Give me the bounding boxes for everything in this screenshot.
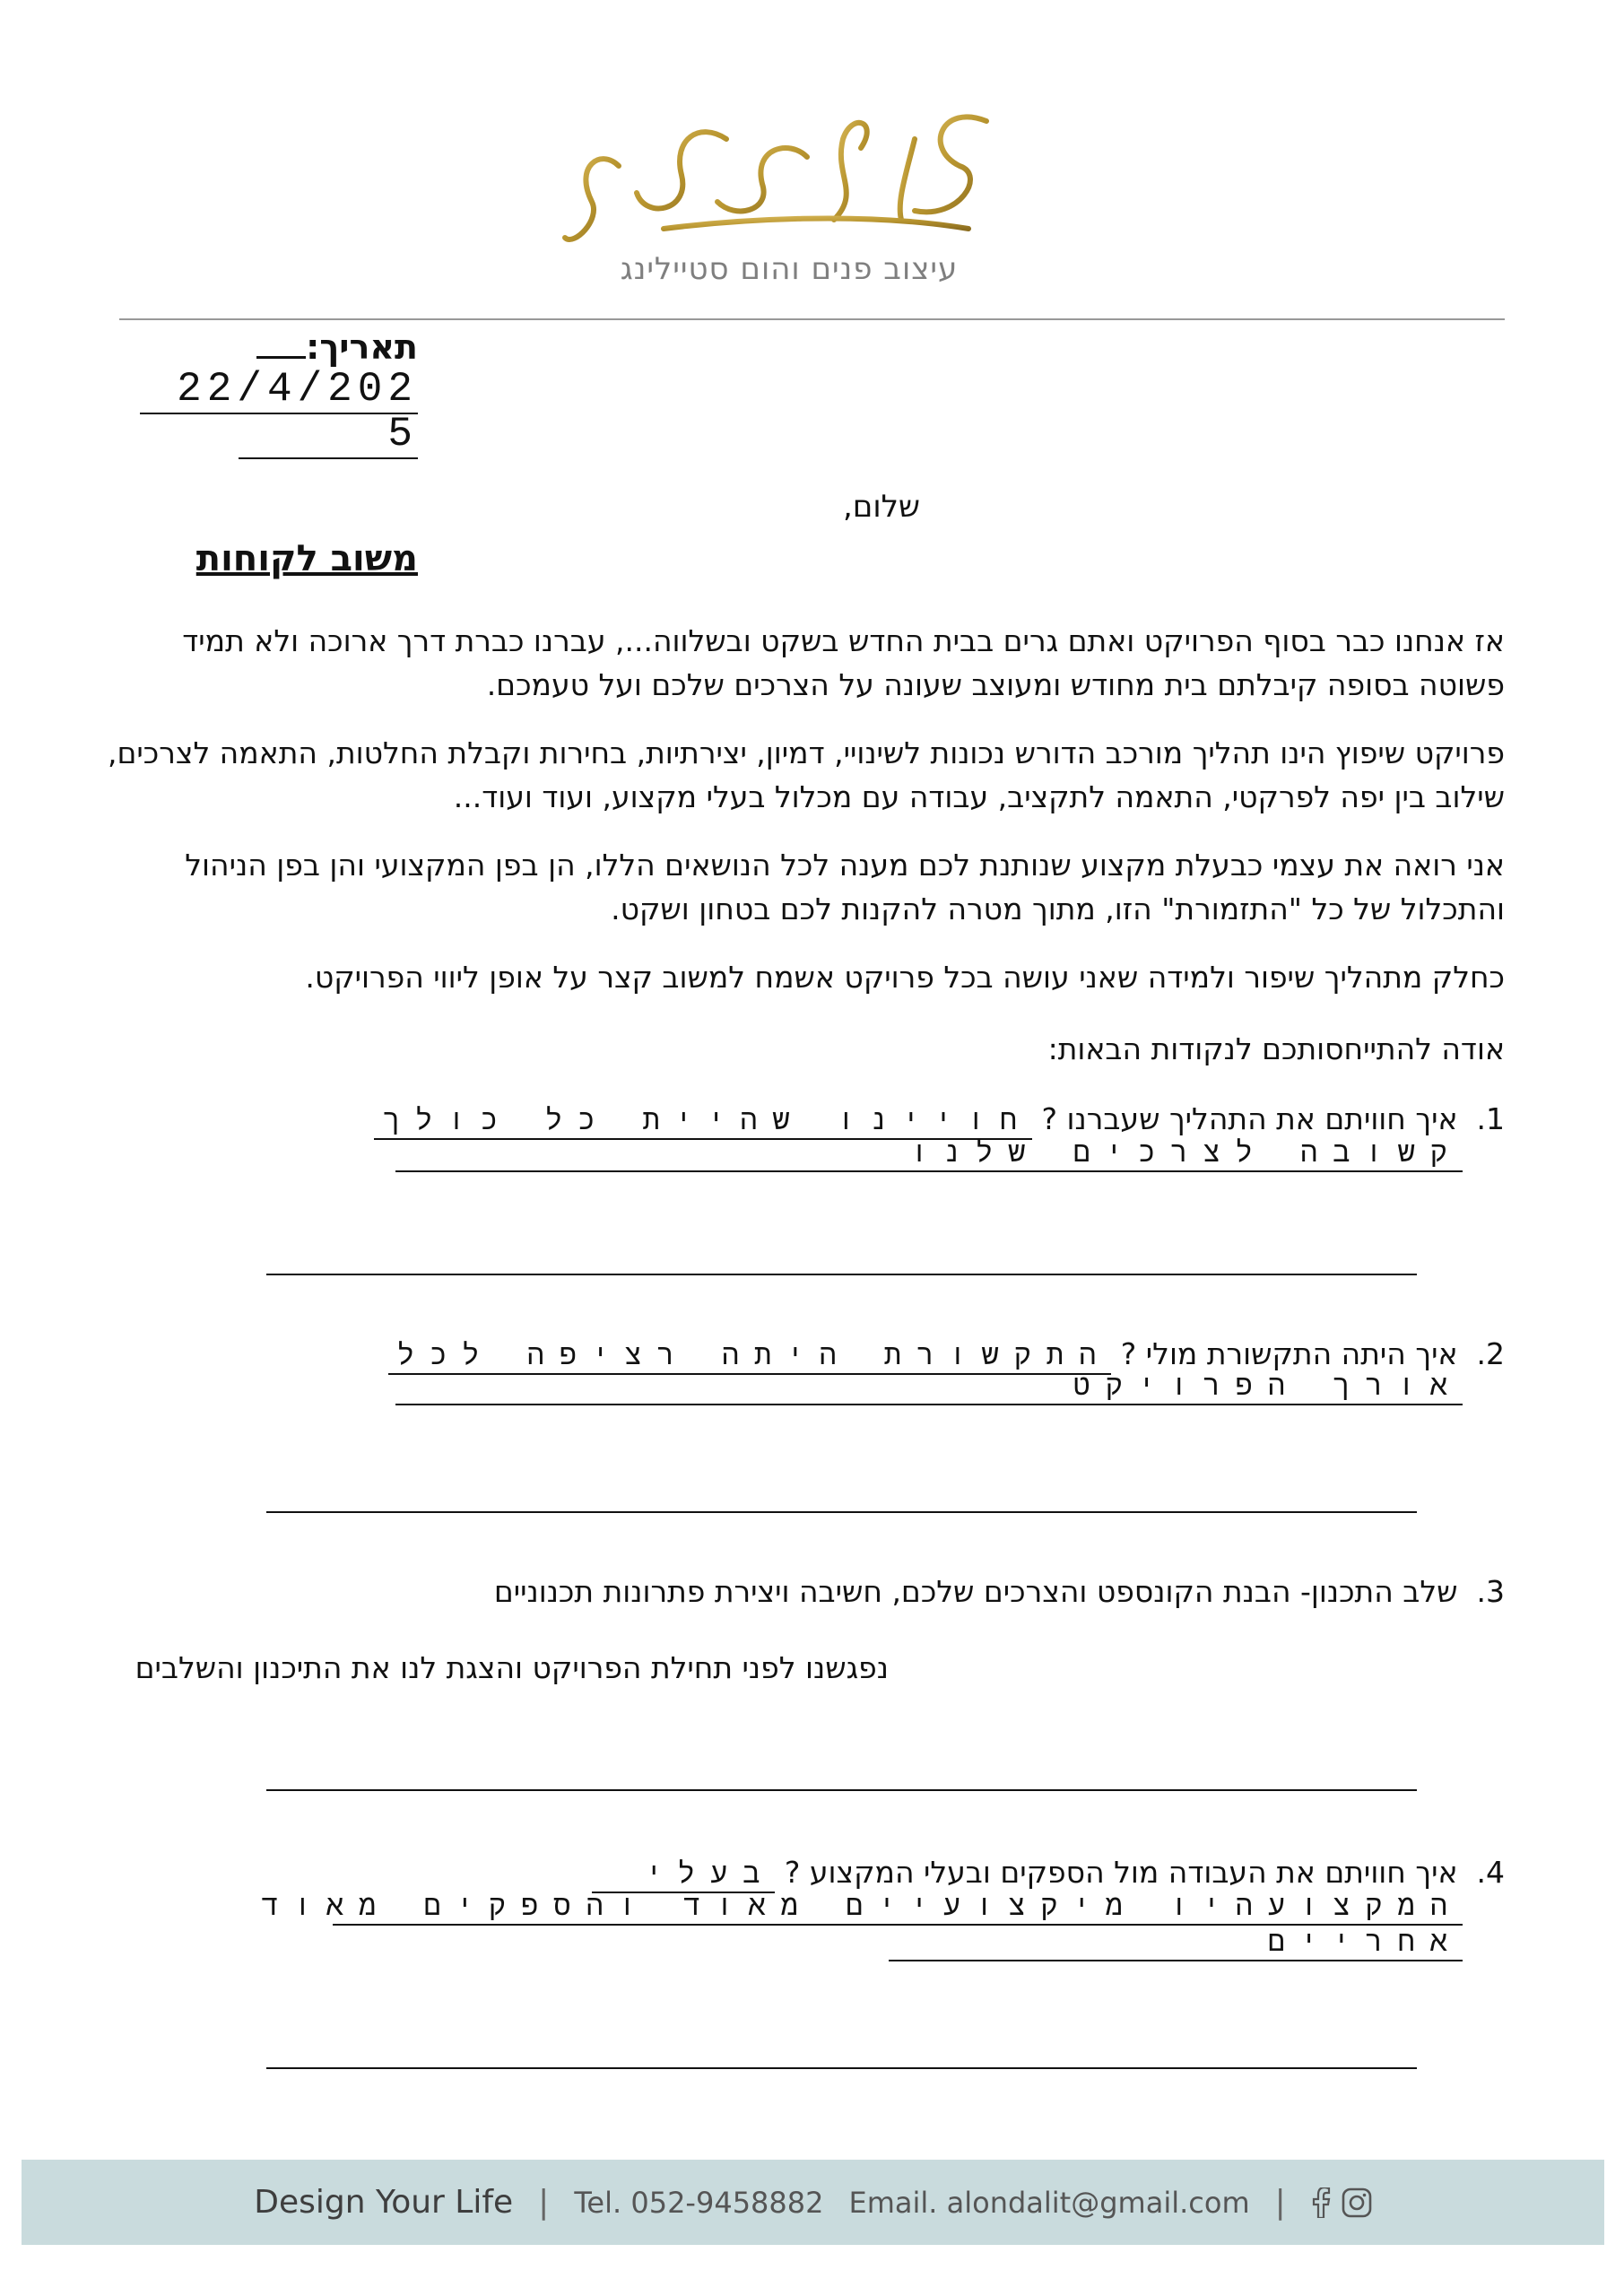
paragraph-process: פרויקט שיפוץ הינו תהליך מורכב הדורש נכונות לשינויי, דמיון, יצירתיות, בחירות וקבלת החלטות, התאמה לצרכים, שילוב בין יפה לפרקטי, התאמה לתקציב, עבודה עם מכלול בעלי מקצוע, ועוד ועוד...: [108, 735, 1505, 814]
answer-1-continued[interactable]: קשובה לצרכים שלנו: [395, 1137, 1463, 1172]
question-2: [388, 1336, 1505, 1375]
footer-separator-2: |: [1274, 2184, 1286, 2221]
answer-4-inline[interactable]: בעלי: [592, 1858, 776, 1893]
answer-2-blank-line[interactable]: [266, 1511, 1417, 1513]
question-1-number: 1.: [1476, 1101, 1505, 1136]
question-4-text: איך חוויתם את העבודה מול הספקים ובעלי המקצוע ?: [784, 1855, 1458, 1890]
footer-separator: |: [538, 2184, 550, 2221]
question-4: [592, 1855, 1505, 1893]
question-3: [494, 1574, 1505, 1609]
answer-2-inline[interactable]: התקשורת היתה רציפה לכל: [388, 1340, 1111, 1375]
paragraph-intro: אז אנחנו כבר בסוף הפרויקט ואתם גרים בבית החדש בשקט ובשלווה..., עברנו כברת דרך ארוכה ולא תמיד פשוטה בסופה קיבלתם בית מחודש ומעוצב שעונה על הצרכים שלכם ועל טעמכם.: [182, 623, 1505, 702]
question-3-text: שלב התכנון- הבנת הקונספט והצרכים שלכם, חשיבה ויצירת פתרונות תכנוניים: [493, 1574, 1458, 1609]
footer-tagline: Design Your Life: [254, 2184, 514, 2221]
footer-email[interactable]: Email. alondalit@gmail.com: [848, 2185, 1250, 2220]
instagram-icon[interactable]: [1342, 2187, 1372, 2218]
answer-2-continued[interactable]: אורך הפרויקט: [395, 1370, 1463, 1405]
question-4-number: 4.: [1476, 1855, 1505, 1890]
question-3-number: 3.: [1476, 1574, 1505, 1609]
answer-3-text[interactable]: נפגשנו לפני תחילת הפרויקט והצגת לנו את התיכנון והשלבים: [135, 1650, 889, 1685]
date-label: [256, 327, 418, 367]
answer-1-blank-line[interactable]: [266, 1274, 1417, 1275]
logo-subtitle: עיצוב פנים והום סטיילינג: [620, 251, 959, 287]
footer-phone[interactable]: Tel. 052-9458882: [574, 2185, 824, 2220]
answer-4-continued-1[interactable]: המקצועהיו מיקצועיים מאוד והספקים מאוד: [261, 1891, 1463, 1924]
question-2-number: 2.: [1476, 1336, 1505, 1371]
question-1-text: איך חוויתם את התהליך שעברנו ?: [1041, 1101, 1458, 1136]
page-title: משוב לקוחות: [195, 538, 418, 579]
footer-band: [22, 2160, 1604, 2245]
facebook-icon[interactable]: [1311, 2187, 1331, 2218]
footer-social: [1311, 2187, 1372, 2218]
date-blank: [256, 331, 306, 359]
answer-1-inline[interactable]: חויינו שהיית כל כולך: [374, 1105, 1032, 1140]
paragraph-points-intro: אודה להתייחסותכם לנקודות הבאות:: [1047, 1031, 1505, 1066]
paragraph-role: אני רואה את עצמי כבעלת מקצוע שנותנת לכם מענה לכל הנושאים הללו, הן בפן המקצועי והן בפן הניהול והתכלול של כל "התזמורת" הזו, מתוך מטרה להקנות לכם בטחון ושקט.: [185, 848, 1505, 926]
date-value-line2: 5: [239, 411, 418, 459]
question-1: [374, 1101, 1505, 1140]
answer-3-blank-line[interactable]: [266, 1789, 1417, 1791]
logo-script: [538, 85, 1040, 265]
paragraph-feedback-request: כחלק מתהליך שיפור ולמידה שאני עושה בכל פרויקט אשמח למשוב קצר על אופן ליווי הפרויקט.: [305, 960, 1505, 995]
date-label-text: תאריך:: [306, 327, 418, 367]
answer-4-continued-2[interactable]: אחריים: [889, 1926, 1463, 1961]
greeting: שלום,: [842, 489, 920, 525]
question-2-text: איך היתה התקשורת מולי ?: [1120, 1336, 1458, 1371]
date-value-line1: 22/4/202: [140, 366, 418, 414]
header-divider: [119, 318, 1505, 320]
answer-4-blank-line[interactable]: [266, 2067, 1417, 2069]
